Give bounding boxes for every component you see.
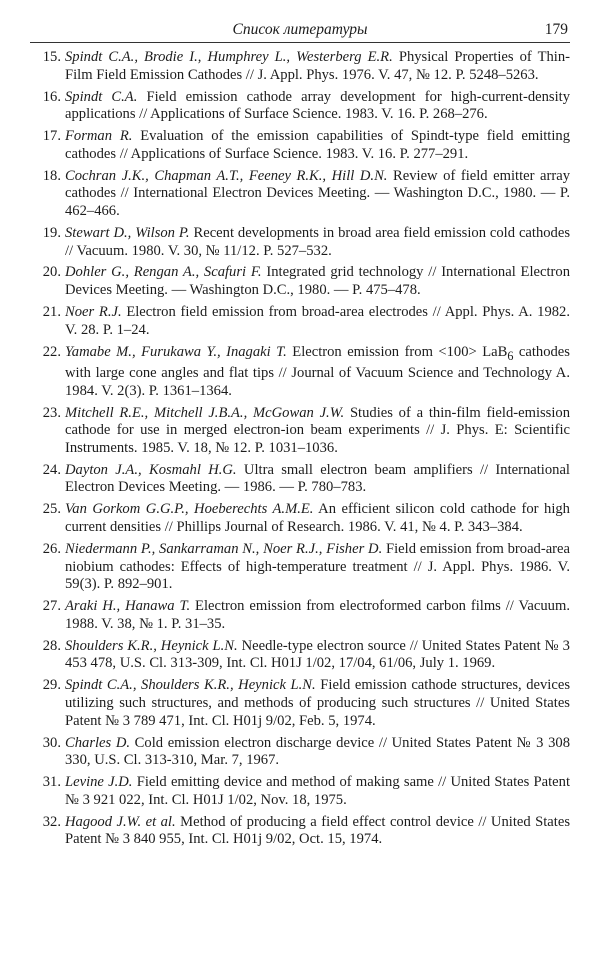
reference-number: 30. — [42, 734, 61, 751]
reference-item — [30, 677, 570, 730]
reference-item — [30, 128, 570, 163]
reference-text: Electron emission from <100> LaB — [286, 343, 508, 360]
reference-item — [30, 541, 570, 594]
reference-item — [30, 501, 570, 536]
reference-authors: Dayton J.A., Kosmahl H.G. — [65, 461, 237, 478]
reference-authors: Spindt C.A., Shoulders K.R., Heynick L.N. — [65, 677, 316, 694]
reference-text: Electron emission from electroformed carbon films // Vacuum. 1988. V. 38, № 1. P. 31–35. — [65, 598, 570, 632]
reference-authors: Levine J.D. — [65, 774, 133, 791]
reference-authors: Shoulders K.R., Heynick L.N. — [65, 637, 238, 654]
reference-authors: Charles D. — [65, 734, 131, 751]
reference-item — [30, 168, 570, 221]
reference-number: 20. — [42, 264, 61, 281]
reference-authors: Hagood J.W. et al. — [65, 813, 176, 830]
reference-authors: Yamabe M., Furukawa Y., Inagaki T. — [65, 343, 287, 360]
reference-number: 26. — [42, 541, 61, 558]
reference-number: 15. — [42, 49, 61, 65]
subscript-6: 6 — [507, 348, 514, 363]
reference-item — [30, 598, 570, 633]
reference-authors: Forman R. — [65, 128, 133, 145]
reference-item — [30, 264, 570, 299]
page-header — [30, 20, 570, 43]
running-title: Список литературы — [232, 21, 368, 38]
reference-list — [30, 49, 570, 849]
reference-text: Field emission from broad-area niobium cathodes: Effects of high-temperature treatment // J. Appl. Phys. 1986. V. 59(3). P. 892–901. — [65, 541, 570, 593]
reference-item — [30, 735, 570, 770]
reference-item — [30, 225, 570, 260]
reference-text-continued: cathodes with large cone angles and flat tips // Journal of Vacuum Science and Technology A. 1984. V. 2(3). P. 1361–1364. — [65, 343, 570, 399]
reference-number: 27. — [42, 598, 61, 615]
page-number: 179 — [544, 21, 568, 38]
reference-text: Physical Properties of Thin-Film Field Emission Cathodes // J. Appl. Phys. 1976. V. 47, № 12. P. 5248–5263. — [65, 49, 570, 83]
reference-number: 25. — [42, 501, 61, 518]
reference-number: 19. — [42, 224, 61, 241]
reference-authors: Spindt C.A., Brodie I., Humphrey L., Westerberg E.R. — [65, 49, 393, 65]
reference-text: Method of producing a field effect control device // United States Patent № 3 840 955, Int. Cl. H01j 9/02, Oct. 15, 1974. — [65, 813, 571, 848]
reference-authors: Mitchell R.E., Mitchell J.B.A., McGowan J.W. — [65, 404, 345, 421]
reference-number: 32. — [42, 813, 61, 830]
reference-text: An efficient silicon cold cathode for high current densities // Phillips Journal of Research. 1986. V. 41, № 4. P. 343–384. — [65, 501, 570, 536]
reference-number: 28. — [42, 637, 61, 654]
reference-number: 16. — [42, 88, 61, 105]
reference-text: Field emitting device and method of making same // United States Patent № 3 921 022, Int. Cl. H01J 1/02, Nov. 18, 1975. — [65, 774, 570, 808]
reference-number: 31. — [42, 774, 61, 791]
reference-number: 24. — [42, 461, 61, 478]
reference-item — [30, 774, 570, 809]
reference-item — [30, 89, 570, 124]
reference-authors: Noer R.J. — [65, 304, 122, 321]
reference-item — [30, 638, 570, 673]
reference-item — [30, 814, 570, 849]
reference-authors: Niedermann P., Sankarraman N., Noer R.J., Fisher D. — [65, 541, 383, 558]
reference-item — [30, 49, 570, 84]
reference-text: Recent developments in broad area field emission cold cathodes // Vacuum. 1980. V. 30, № 11/12. P. 527–532. — [65, 224, 570, 259]
reference-number: 21. — [42, 304, 61, 321]
reference-text: Field emission cathode structures, devices utilizing such structures, and methods of producing such structures // United States Patent № 3 789 471, Int. Cl. H01j 9/02, Feb. 5, 1974. — [65, 677, 570, 729]
reference-authors: Araki H., Hanawa T. — [65, 598, 191, 615]
reference-authors: Van Gorkom G.G.P., Hoeberechts A.M.E. — [65, 501, 314, 518]
reference-text: Integrated grid technology // International Electron Devices Meeting. — Washington D.C., 1980. — P. 475–478. — [65, 264, 570, 299]
reference-authors: Cochran J.K., Chapman A.T., Feeney R.K., Hill D.N. — [65, 167, 388, 184]
reference-text: Studies of a thin-film field-emission cathode for use in merged electron-ion beam experiments // J. Phys. E: Scientific Instruments. 1985. V. 18, № 12. P. 1031–1036. — [65, 404, 571, 456]
reference-number: 29. — [42, 677, 61, 694]
reference-item — [30, 304, 570, 339]
reference-number: 22. — [42, 343, 61, 360]
reference-authors: Dohler G., Rengan A., Scafuri F. — [65, 264, 262, 281]
reference-authors: Spindt C.A. — [65, 88, 138, 105]
reference-text: Cold emission electron discharge device // United States Patent № 3 308 330, U.S. Cl. 313-310, Mar. 7, 1967. — [65, 734, 570, 769]
reference-item — [30, 405, 570, 458]
reference-text: Ultra small electron beam amplifiers // International Electron Devices Meeting. — 1986. — P. 780–783. — [65, 461, 570, 496]
reference-text: Field emission cathode array development for high-current-density applications // Applications of Surface Science. 1983. V. 16. P. 268–276. — [65, 88, 570, 123]
reference-text: Review of field emitter array cathodes // International Electron Devices Meeting. — Washington D.C., 1980. — P. 462–466. — [65, 167, 570, 219]
reference-text: Needle-type electron source // United States Patent № 3 453 478, U.S. Cl. 313-309, Int. Cl. H01J 1/02, 17/04, 61/06, July 1. 1969. — [65, 637, 570, 672]
reference-item — [30, 344, 570, 401]
reference-text: Electron field emission from broad-area electrodes // Appl. Phys. A. 1982. V. 28. P. 1–24. — [65, 304, 570, 338]
reference-number: 18. — [42, 167, 61, 184]
reference-number: 23. — [42, 404, 61, 421]
reference-text: Evaluation of the emission capabilities of Spindt-type field emitting cathodes // Applications of Surface Science. 1983. V. 16. P. 277–291. — [65, 128, 570, 162]
reference-number: 17. — [42, 128, 61, 145]
reference-item — [30, 462, 570, 497]
reference-authors: Stewart D., Wilson P. — [65, 224, 190, 241]
